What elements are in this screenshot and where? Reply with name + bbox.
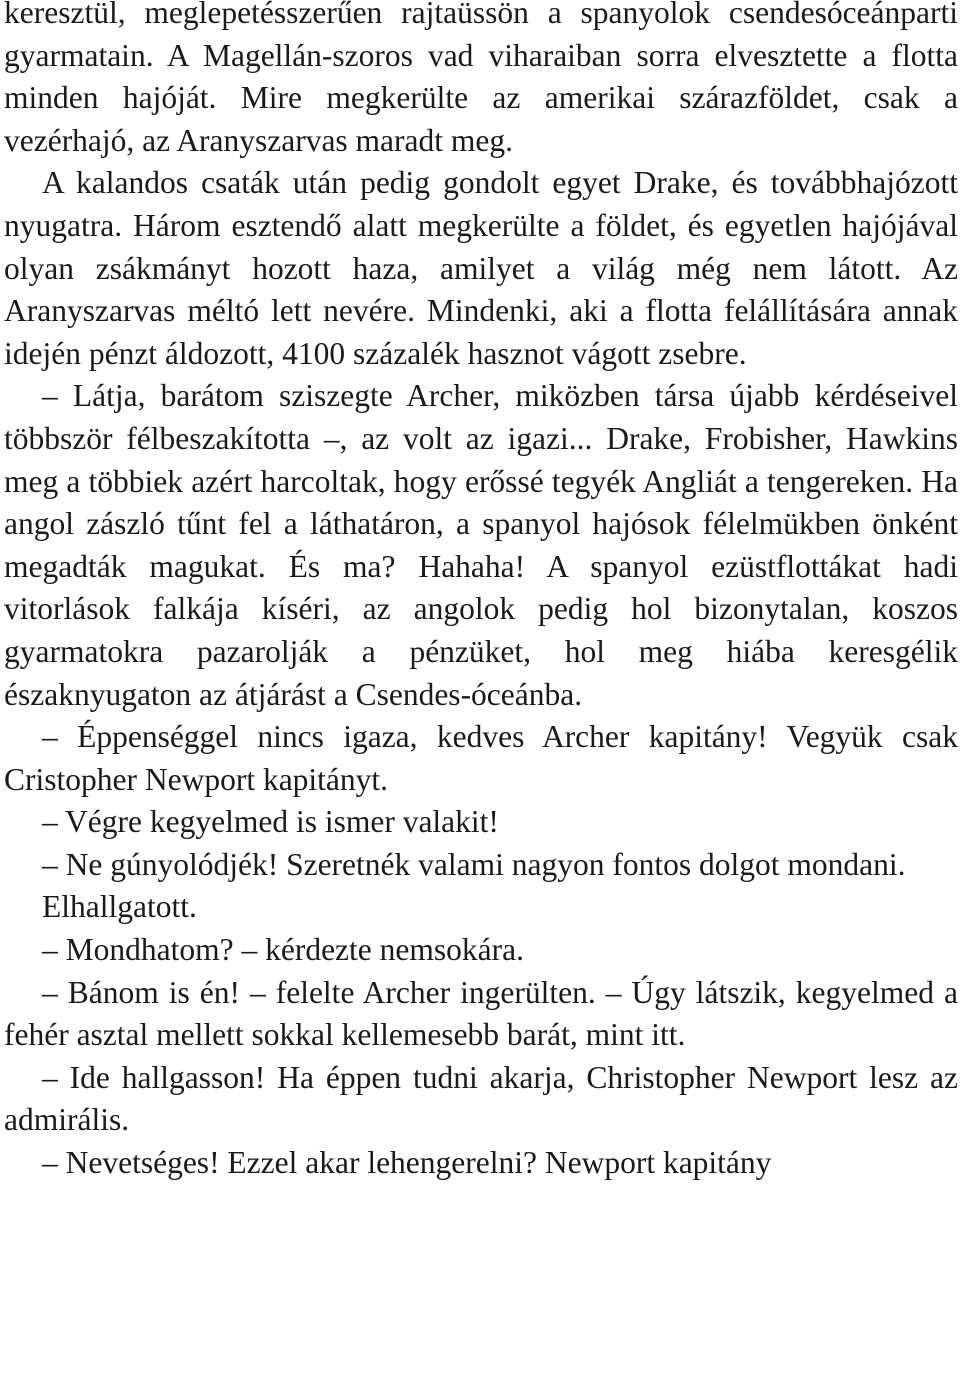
paragraph-4: – Éppenséggel nincs igaza, kedves Archer kapitány! Vegyük csak Cristopher Newport kapitányt. [4,719,958,797]
paragraph-11: – Nevetséges! Ezzel akar lehengerelni? Newport kapitány [42,1145,772,1181]
paragraph-8: – Mondhatom? – kérdezte nemsokára. [42,932,524,968]
paragraph-3: – Látja, barátom sziszegte Archer, miközben társa újabb kérdéseivel többször félbeszakította –, az volt az igazi... Drake, Frobisher, Hawkins meg a többiek azért harcoltak, hogy erőssé tegyék Angliát a tengereken. Ha angol zászló tűnt fel a láthatáron, a spanyol hajósok félelmükben önként megadták magukat. És ma? Hahaha! A spanyol ezüstflottákat hadi vitorlások falkája kíséri, az angolok pedig hol bizonytalan, koszos gyarmatokra pazarolják a pénzüket, hol meg hiába keresgélik északnyugaton az átjárást a Csendes-óceánba. [4,378,958,712]
paragraph-9: – Bánom is én! – felelte Archer ingerülten. – Úgy látszik, kegyelmed a fehér asztal mellett sokkal kellemesebb barát, mint itt. [4,974,958,1053]
paragraph-10: – Ide hallgasson! Ha éppen tudni akarja, Christopher Newport lesz az admirális. [4,1059,958,1138]
paragraph-1: keresztül, meglepetésszerűen rajtaüssön a spanyolok csendesóceánparti gyarmatain. A Magellán-szoros vad viharaiban sorra elvesztette a flotta minden hajóját. Mire megkerülte az amerikai szárazföldet, csak a vezérhajó, az Aranyszarvas maradt meg. [4,0,958,158]
document-page [4,0,958,1185]
paragraph-2: A kalandos csaták után pedig gondolt egyet Drake, és továbbhajózott nyugatra. Három esztendő alatt megkerülte a földet, és egyetlen hajójával olyan zsákmányt hozott haza, amilyet a világ még nem látott. Az Aranyszarvas méltó lett nevére. Mindenki, aki a flotta felállítására annak idején pénzt áldozott, 4100 százalék hasznot vágott zsebre. [4,165,958,371]
paragraph-6: – Ne gúnyolódjék! Szeretnék valami nagyon fontos dolgot mondani. [42,846,906,882]
paragraph-7: Elhallgatott. [42,889,197,925]
paragraph-5: – Végre kegyelmed is ismer valakit! [42,804,499,840]
